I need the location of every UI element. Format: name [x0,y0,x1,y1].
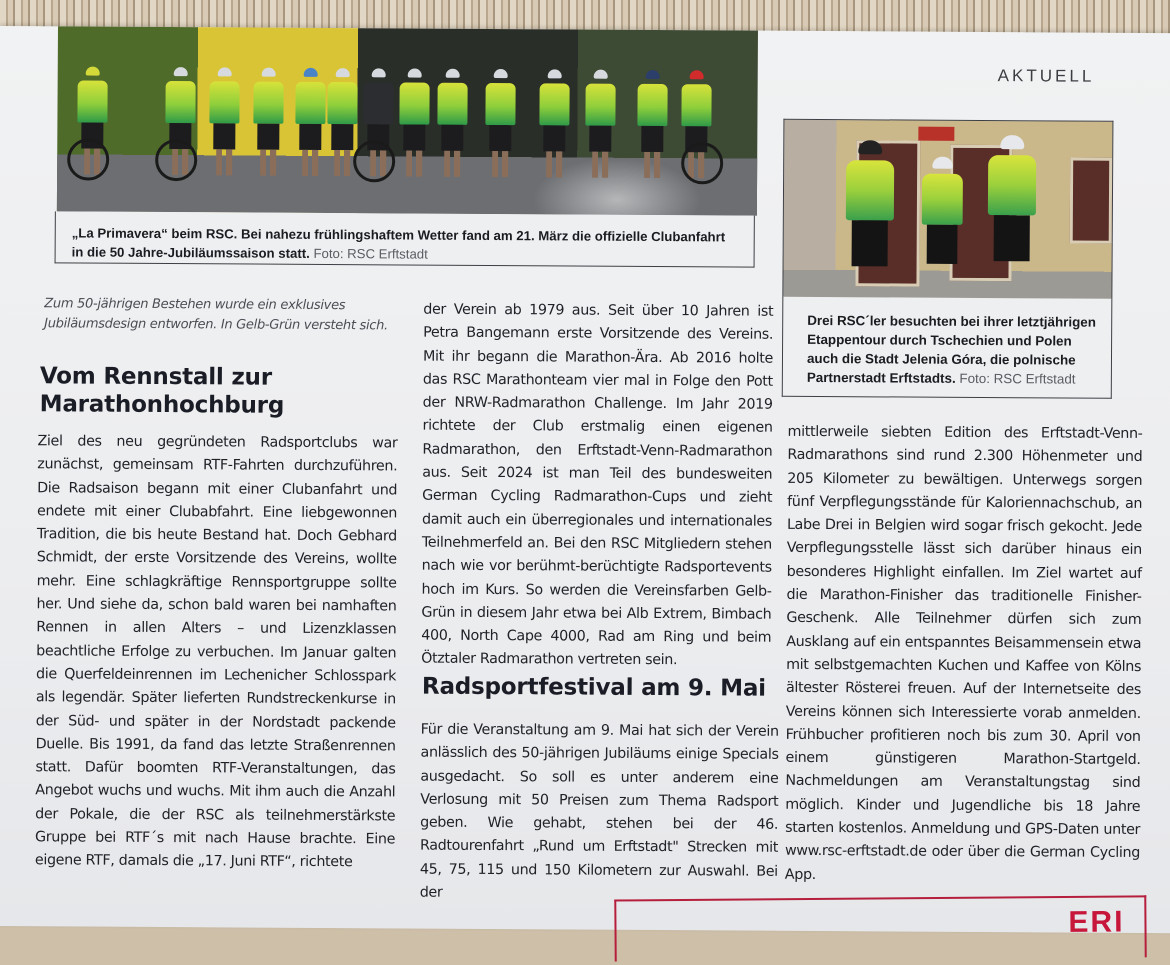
paragraph: Ziel des neu gegründeten Radsportclubs war zunächst, gemeinsam RTF-Fahrten durchzuführen. Die Radsaison begann mit einer Clubanfahrt und endete mit einer Clubabfahrt. Eine liebgewonnen Tradition, die bis heute Bestand hat. Doch Gebhard Schmidt, der erste Vorsitzende des Vereins, wollte mehr. Eine schlagkräftige Rennsportgruppe sollte her. Und siehe da, schon bald waren bei namhaften Rennen in allen Alters – und Lizenzklassen beachtliche Erfolge zu verbuchen. Im Januar galten die Querfeldeinrennen im Lechenicher Schlosspark als legendär. Später lieferten Rundstreckenkurse in der Süd- und später in der Nordstadt packende Duelle. Bis 1991, da fand das letzte Straßenrennen statt. Dafür boomten RTF-Veranstaltungen, das Angebot wuchs und wuchs. Mit ihm auch die Anzahl der Pokale, die der RSC als teilnehmerstärkste Gruppe bei RTF´s mit nach Hause brachte. Eine eigene RTF, damals die „17. Juni RTF“, richtete [34,433,398,871]
section-heading-rennstall: Vom Rennstall zur Marathonhochburg [39,363,285,419]
paragraph: der Verein ab 1979 aus. Seit über 10 Jahren ist Petra Bangemann erste Vorsitzende des Vereins. Mit ihr begann die Marathon-Ära. Ab 2016 holte das RSC Marathonteam vier mal in Folge den Pott der NRW-Radmarathon Challenge. Im Jahr 2019 richtete der Club erstmalig einen eigenen Radmarathon, den Erftstadt-Venn-Radmarathon aus. Seit 2024 ist man Teil des bundesweiten German Cycling Radmarathon-Cups und zieht damit auch ein überregionales und internationales Teilnehmerfeld an. Bei den RSC Mitgliedern stehen nach wie vor berühmt-berüchtigte Radsportevents hoch im Kurs. So werden die Vereinsfarben Gelb-Grün in diesem Jahr etwa bei Alb Extrem, Bimbach 400, North Cape 4000, Rad am Ring und beim Ötztaler Radmarathon vertreten sein. [421,301,774,669]
article-column-2-bottom [420,719,779,908]
photo-credit: Foto: RSC Erftstadt [959,370,1076,387]
rider-figure [637,70,668,180]
article-column-2-top [421,299,773,674]
main-photo-caption [55,211,755,267]
section-label: AKTUELL [997,66,1095,86]
paragraph: mittlerweile siebten Edition des Erftstadt-Venn-Radmarathons sind rund 2.300 Höhenmeter und 205 Kilometer zu bewältigen. Unterwegs sorgen fünf Verpflegungsstände für Kaloriennachschub, an Labe Drei in Belgien wird sogar frisch gekocht. Jede Verpflegungsstelle lässt sich darüber hinaus ein besonderes Highlight einfallen. Im Ziel wartet auf die Marathon-Finisher das traditionelle Finisher-Geschenk. Alle Teilnehmer dürfen sich zum Ausklang auf ein entspanntes Beisammensein etwa mit selbstgemachten Kuchen und Kaffee von Kölns ältester Rösterei freuen. Auf der Internetseite des Vereins können sich Interessierte vorab anmelden. Frühbucher profitieren noch bis zum 30. April von einem günstigeren Marathon-Startgeld. Nachmeldungen am Veranstaltungstag sind möglich. Kinder und Jugendliche bis 18 Jahre starten kostenlos. Anmeldung und GPS-Daten unter www.rsc-erftstadt.de oder über die German Cycling App. [784,423,1143,883]
rider-figure [295,68,326,178]
photo-credit: Foto: RSC Erftstadt [313,245,428,262]
rider-figure [399,68,430,178]
window [1070,158,1113,244]
rider-figure [77,66,108,176]
rider-figure [165,67,196,177]
rider-figure [437,69,468,179]
rider-figure [681,70,712,180]
intro-teaser: Zum 50-jährigen Bestehen wurde ein exklusives Jubiläumsdesign entworfen. In Gelb-Grün versteht sich. [44,296,388,334]
footer-ad-box [614,895,1146,961]
rider-figure [539,69,570,179]
rider-figure [209,67,240,177]
article-column-1 [35,430,398,875]
caption-text: Drei RSC´ler besuchten bei ihrer letztjährigen Etappentour durch Tschechien und Polen auch die Stadt Jelenia Góra, die polnische Partnerstadt Erftstadts. [806,312,1096,386]
paragraph: Für die Veranstaltung am 9. Mai hat sich der Verein anlässlich des 50-jährigen Jubiläums einige Specials ausgedacht. So soll es unter anderem eine Verlosung mit 50 Preisen zum Thema Radsport geben. Wie gehabt, stehen bei der 46. Radtourenfahrt „Rund um Erftstadt" Strecken mit 45, 75, 115 und 150 Kilometern zur Auswahl. Bei der [419,721,779,901]
magazine-page [0,26,1170,939]
rider-figure [485,69,516,179]
section-heading-festival: Radsportfestival am 9. Mai [421,673,766,702]
footer-ad-text: ERI [1068,905,1125,939]
rider-figure [585,70,616,180]
side-photo [782,119,1113,300]
street-sign [918,127,954,141]
main-photo [57,26,758,215]
rider-figure [363,68,394,178]
article-column-3 [785,421,1143,889]
caption-text: „La Primavera“ beim RSC. Bei nahezu frühlingshaftem Wetter fand am 21. März die offizielle Clubanfahrt in die 50 Jahre-Jubiläumssaison statt. [71,225,726,261]
rider-figure [253,68,284,178]
side-photo-caption [782,297,1113,399]
